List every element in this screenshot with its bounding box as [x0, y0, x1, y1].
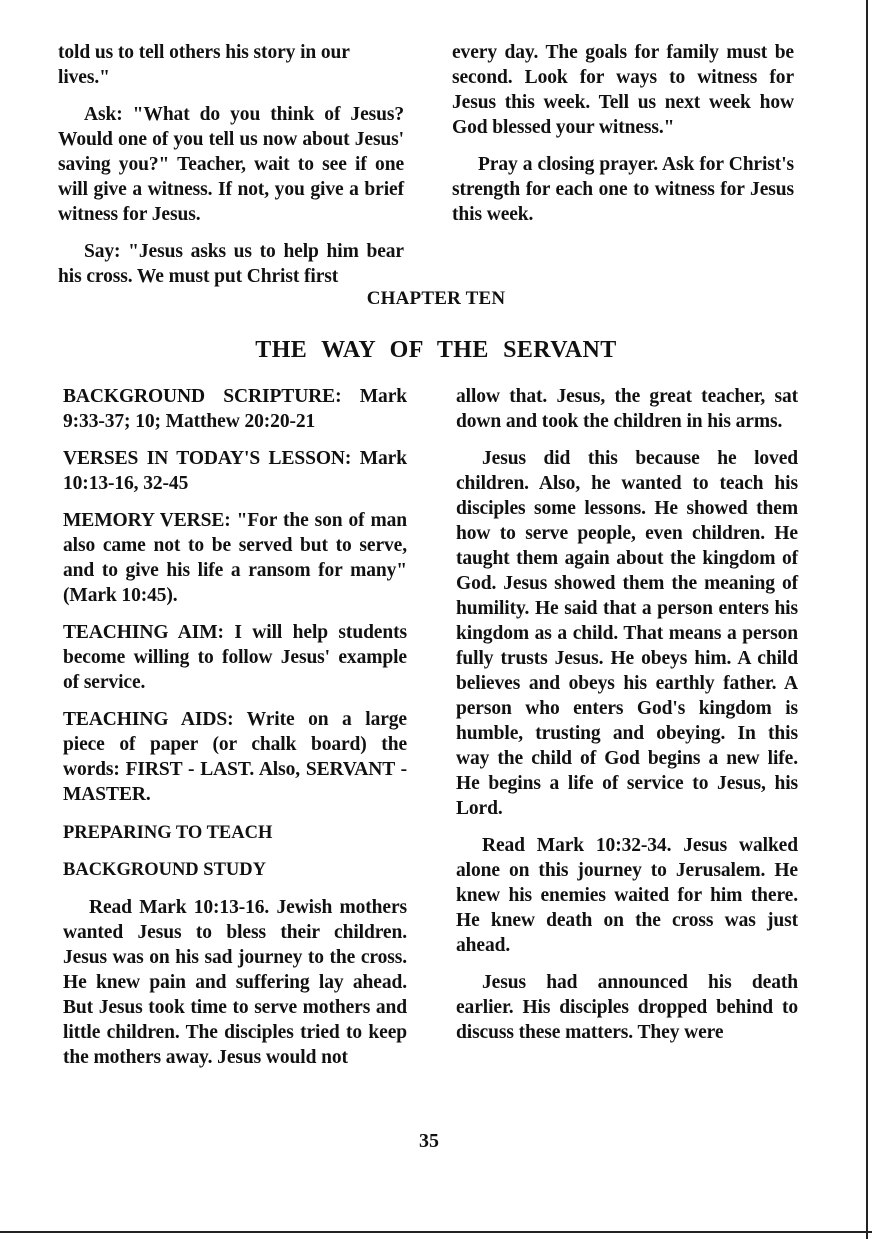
page-number: 35	[419, 1130, 439, 1152]
teaching-aim: TEACHING AIM: I will help students become willing to follow Jesus' example of service.	[63, 622, 407, 693]
top-right-column	[452, 40, 794, 227]
memory-verse: MEMORY VERSE: "For the son of man also came not to be served but to serve, and to give his life a ransom for many" (Mark 10:45).	[63, 510, 407, 606]
paragraph: Ask: "What do you think of Jesus? Would one of you tell us now about Jesus' saving you?" Teacher, wait to see if one will give a witness. If not, you give a brief witness for Jesus.	[58, 104, 404, 225]
paragraph: Read Mark 10:13-16. Jewish mothers wanted Jesus to bless their children. Jesus was on his sad journey to the cross. He knew pain and suffering lay ahead. But Jesus took time to serve mothers and little children. The disciples tried to keep the mothers away. Jesus would not	[63, 897, 407, 1068]
paragraph: Read Mark 10:32-34. Jesus walked alone on this journey to Jerusalem. He knew his enemies waited for him there. He knew death on the cross was just ahead.	[456, 835, 798, 956]
background-scripture: BACKGROUND SCRIPTURE: Mark 9:33-37; 10; Matthew 20:20-21	[63, 386, 407, 432]
paragraph: told us to tell others his story in our lives."	[58, 42, 350, 88]
lesson-right-column	[456, 384, 798, 1045]
paragraph: Say: "Jesus asks us to help him bear his cross. We must put Christ first	[58, 241, 404, 287]
paragraph: Pray a closing prayer. Ask for Christ's strength for each one to witness for Jesus this week.	[452, 154, 794, 225]
paragraph: Jesus had announced his death earlier. His disciples dropped behind to discuss these matters. They were	[456, 972, 798, 1043]
paragraph: every day. The goals for family must be second. Look for ways to witness for Jesus this week. Tell us next week how God blessed your witness."	[452, 42, 794, 138]
verses-in-lesson: VERSES IN TODAY'S LESSON: Mark 10:13-16, 32-45	[63, 448, 407, 494]
paragraph: Jesus did this because he loved children. Also, he wanted to teach his disciples some lessons. He showed them how to serve people, even children. He taught them again about the kingdom of God. Jesus showed them the meaning of humility. He said that a person enters his kingdom as a child. That means a person fully trusts Jesus. He obeys him. A child believes and obeys his earthly father. A person who enters God's kingdom is humble, trusting and obeying. In this way the child of God begins a new life. He begins a life of service to Jesus, his Lord.	[456, 448, 798, 819]
chapter-title: THE WAY OF THE SERVANT	[255, 337, 617, 363]
top-left-column	[58, 40, 404, 289]
chapter-label: CHAPTER TEN	[366, 288, 506, 309]
page-edge-bottom	[0, 1231, 872, 1233]
section-heading: BACKGROUND STUDY	[63, 860, 267, 880]
page-edge-right	[866, 0, 868, 1239]
section-heading: PREPARING TO TEACH	[63, 823, 273, 843]
teaching-aids: TEACHING AIDS: Write on a large piece of paper (or chalk board) the words: FIRST - LAST. Also, SERVANT - MASTER.	[63, 709, 407, 805]
paragraph: allow that. Jesus, the great teacher, sat down and took the children in his arms.	[456, 386, 798, 432]
lesson-left-column	[63, 384, 407, 1070]
